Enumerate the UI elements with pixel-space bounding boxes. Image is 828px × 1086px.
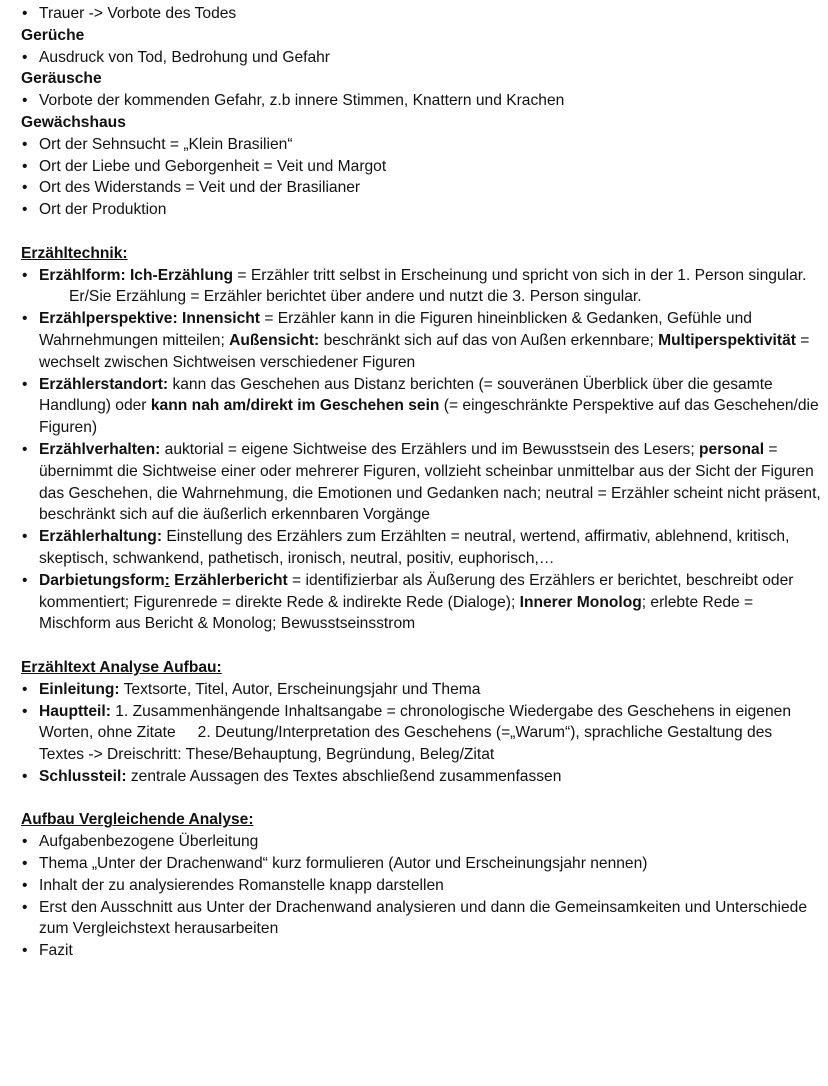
- gerueche-list: [21, 47, 821, 69]
- spacer: [21, 788, 821, 810]
- list-item-standort: [21, 374, 821, 439]
- list-item: • Ort der Produktion: [21, 199, 821, 221]
- term: personal: [699, 440, 765, 458]
- definition: = wechselt zwischen Sichtweisen verschiedener Figuren: [39, 331, 810, 371]
- list-item-hauptteil: [21, 701, 821, 766]
- spacer: [21, 221, 821, 243]
- list-item: • Ort der Sehnsucht = „Klein Brasilien“: [21, 134, 821, 156]
- list-item: • Aufgabenbezogene Überleitung: [21, 831, 821, 853]
- document-page: [21, 3, 821, 962]
- section-heading-vergleich: Aufbau Vergleichende Analyse:: [21, 811, 254, 829]
- term: Hauptteil:: [39, 702, 111, 720]
- definition: zentrale Aussagen des Textes abschließend zusammenfassen: [126, 767, 562, 785]
- definition: Einstellung des Erzählers zum Erzählten = neutral, wertend, affirmativ, ablehnend, kritisch, skeptisch, schwankend, pathetisch, ironisch, neutral, positiv, euphorisch,…: [39, 528, 790, 567]
- definition: 1. Zusammenhängende Inhaltsangabe = chronologische Wiedergabe des Geschehens in eigenen Worten, ohne Zitate: [39, 702, 792, 742]
- term: Erzählform: Ich-Erzählung: [39, 266, 234, 284]
- section-heading-gerueche: Gerüche: [21, 26, 85, 44]
- list-item: • Ort des Widerstands = Veit und der Brasilianer: [21, 177, 821, 199]
- definition: 2. Deutung/Interpretation des Geschehens (=„Warum“), sprachliche Gestaltung des Textes -> Dreischritt: These/Behauptung, Begründung, Beleg/Zitat: [39, 724, 773, 764]
- list-item: • Fazit: [21, 940, 821, 962]
- list-item-perspektive: [21, 308, 821, 373]
- term: Darbietungsform: [39, 571, 165, 589]
- section-heading-gewaechshaus: Gewächshaus: [21, 113, 126, 131]
- definition: = Erzähler kann in die Figuren hineinblicken & Gedanken, Gefühle und Wahrnehmungen mitteilen;: [39, 310, 752, 349]
- term: Erzählerhaltung:: [39, 528, 163, 546]
- list-item: • Thema „Unter der Drachenwand“ kurz formulieren (Autor und Erscheinungsjahr nennen): [21, 853, 821, 875]
- list-item: • Erst den Ausschnitt aus Unter der Drachenwand analysieren und dann die Gemeinsamkeiten und Unterschiede zum Vergleichstext herausarbeiten: [21, 897, 821, 941]
- spacer: [21, 635, 821, 657]
- term: Erzählerbericht: [169, 571, 288, 589]
- list-item: • Ort der Liebe und Geborgenheit = Veit und Margot: [21, 156, 821, 178]
- term: Multiperspektivität: [658, 331, 796, 349]
- term: kann nah am/direkt im Geschehen sein: [150, 397, 440, 415]
- term: Einleitung:: [39, 680, 120, 698]
- term: Schlussteil:: [39, 767, 127, 785]
- gewaechshaus-list: [21, 134, 821, 221]
- erzaehltechnik-list: [21, 265, 821, 636]
- top-list: [21, 3, 821, 25]
- definition: (= eingeschränkte Perspektive auf das Geschehen/die Figuren): [39, 397, 819, 437]
- term: Innerer Monolog: [519, 593, 642, 611]
- list-item: • Inhalt der zu analysierendes Romanstelle knapp darstellen: [21, 875, 821, 897]
- definition: kann das Geschehen aus Distanz berichten (= souveränen Überblick über die gesamte Handlung) oder: [39, 375, 773, 415]
- list-item: • Ausdruck von Tod, Bedrohung und Gefahr: [21, 47, 821, 69]
- definition: = übernimmt die Sichtweise einer oder mehrerer Figuren, vollzieht scheinbar unmittelbar aus der Sicht der Figuren das Geschehen, die Wahrnehmung, die Emotionen und Gedanken nach; neutral = Erzähler scheint nicht präsent, beschränkt sich auf die äußerlich erkennbaren Vorgänge: [39, 440, 821, 524]
- list-item-erzaehlform: [21, 265, 821, 309]
- list-item-verhalten: [21, 439, 821, 526]
- list-item-haltung: [21, 526, 821, 570]
- definition: Er/Sie Erzählung = Erzähler berichtet über andere und nutzt die 3. Person singular.: [69, 288, 642, 306]
- section-heading-geraeusche: Geräusche: [21, 70, 102, 88]
- list-item: • Trauer -> Vorbote des Todes: [21, 3, 821, 25]
- list-item-einleitung: [21, 679, 821, 701]
- definition: ; erlebte Rede = Mischform aus Bericht & Monolog; Bewusstseinsstrom: [39, 593, 754, 633]
- term: Erzählerstandort:: [39, 375, 169, 393]
- section-heading-erzaehltechnik: Erzähltechnik:: [21, 244, 128, 262]
- vergleich-list: [21, 831, 821, 962]
- definition: = identifizierbar als Äußerung des Erzählers er berichtet, beschreibt oder kommentiert; Figurenrede = direkte Rede & indirekte Rede (Dialoge);: [39, 571, 794, 611]
- list-item-schlussteil: [21, 766, 821, 788]
- definition: auktorial = eigene Sichtweise des Erzählers und im Bewusstsein des Lesers;: [160, 440, 700, 458]
- aufbau-list: [21, 679, 821, 788]
- definition: beschränkt sich auf das von Außen erkennbare;: [319, 331, 659, 349]
- definition: Textsorte, Titel, Autor, Erscheinungsjahr und Thema: [119, 680, 481, 698]
- term: Erzählperspektive: Innensicht: [39, 310, 260, 328]
- term: Außensicht:: [229, 331, 320, 349]
- term: Erzählverhalten:: [39, 440, 161, 458]
- term-colon: :: [164, 571, 170, 589]
- definition: = Erzähler tritt selbst in Erscheinung und spricht von sich in der 1. Person singular.: [233, 266, 807, 284]
- geraeusche-list: [21, 90, 821, 112]
- section-heading-aufbau: Erzähltext Analyse Aufbau:: [21, 658, 222, 676]
- list-item-darbietung: [21, 570, 821, 635]
- list-item: • Vorbote der kommenden Gefahr, z.b innere Stimmen, Knattern und Krachen: [21, 90, 821, 112]
